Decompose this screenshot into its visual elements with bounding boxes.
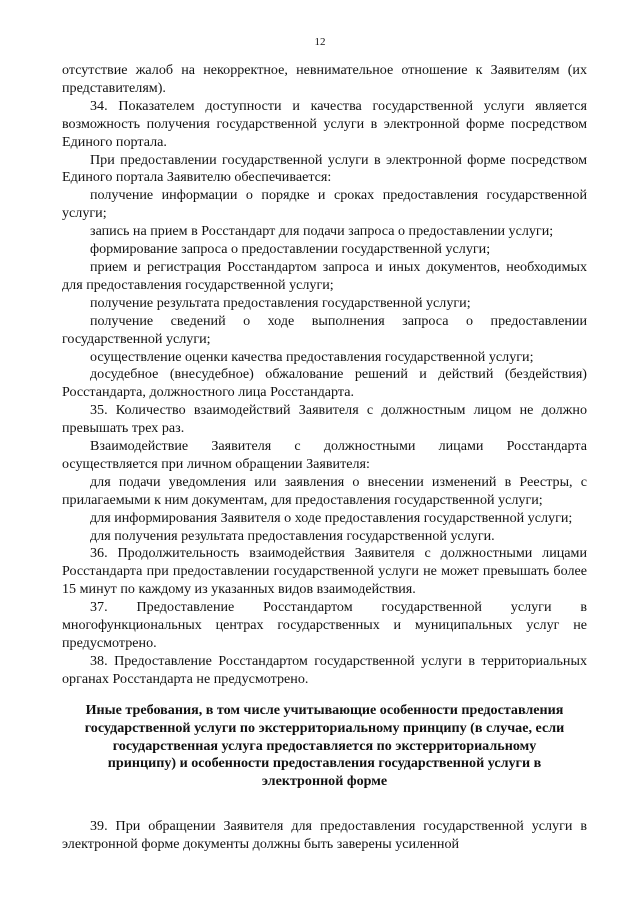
page-number: 12 [314,36,326,48]
paragraph: получение информации о порядке и сроках предоставления государственной услуги; [62,187,587,222]
paragraph: 38. Предоставление Росстандартом государственной услуги в территориальных органах Росстандарта не предусмотрено. [62,652,587,687]
paragraph: для информирования Заявителя о ходе предоставления государственной услуги; [90,509,573,526]
paragraph: При предоставлении государственной услуги в электронной форме посредством Единого портала Заявителю обеспечивается: [62,151,587,186]
paragraph: 35. Количество взаимодействий Заявителя с должностным лицом не должно превышать трех раз. [62,402,587,437]
paragraph: запись на прием в Росстандарт для подачи запроса о предоставлении услуги; [90,223,554,240]
paragraph: формирование запроса о предоставлении государственной услуги; [90,241,491,258]
paragraph: получение сведений о ходе выполнения запроса о предоставлении государственной услуги; [62,312,587,347]
paragraph: осуществление оценки качества предоставления государственной услуги; [90,348,534,365]
paragraph: прием и регистрация Росстандартом запроса и иных документов, необходимых для предоставления государственной услуги; [62,258,587,293]
paragraph: для подачи уведомления или заявления о внесении изменений в Реестры, с прилагаемыми к ним документам, для предоставления государственной услуги; [62,473,587,508]
paragraph: 34. Показателем доступности и качества государственной услуги является возможность получения государственной услуги в электронной форме посредством Единого портала. [62,97,587,150]
section-heading: Иные требования, в том числе учитывающие особенности предоставления государственной услуги по экстерриториальному принципу (в случае, если государственная услуга предоставляется по экстерриториальному принципу) и особенности предоставления государственной услуги в электронной форме [84,701,565,790]
paragraph: досудебное (внесудебное) обжалование решений и действий (бездействия) Росстандарта, должностного лица Росстандарта. [62,366,587,401]
paragraph: Взаимодействие Заявителя с должностными лицами Росстандарта осуществляется при личном обращении Заявителя: [62,438,587,472]
paragraph: 37. Предоставление Росстандартом государственной услуги в многофункциональных центрах государственных и муниципальных услуг не предусмотрено. [62,599,587,651]
document-body [62,62,587,854]
paragraph: для получения результата предоставления государственной услуги. [90,527,495,544]
paragraph: 36. Продолжительность взаимодействия Заявителя с должностными лицами Росстандарта при предоставлении государственной услуги не может превышать более 15 минут по каждому из указанных видов взаимодействия. [62,545,587,598]
paragraph: 39. При обращении Заявителя для предоставления государственной услуги в электронной форме документы должны быть заверены усиленной [62,818,587,853]
paragraph: отсутствие жалоб на некорректное, невнимательное отношение к Заявителям (их представителям). [62,62,587,96]
paragraph: получение результата предоставления государственной услуги; [90,294,471,311]
